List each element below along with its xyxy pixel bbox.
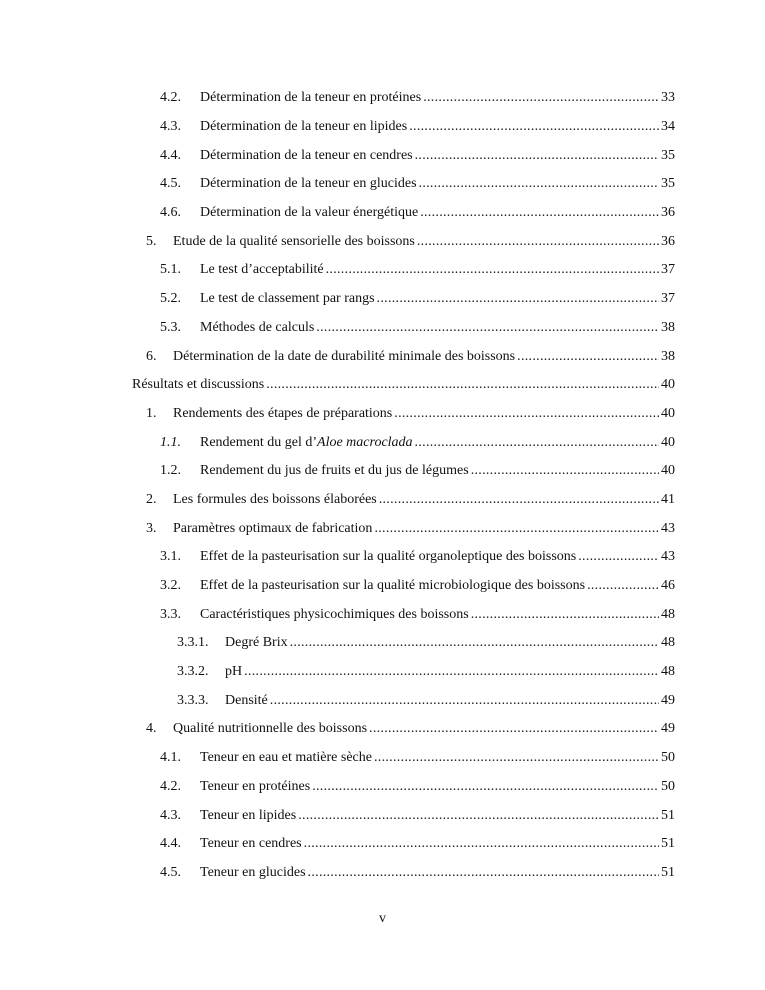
toc-leader-dots (244, 664, 659, 680)
toc-entry-number: 4.2. (160, 90, 181, 106)
toc-leader-dots (417, 234, 659, 250)
toc-entry-title: Détermination de la teneur en protéines (200, 90, 422, 106)
toc-entry-title: Les formules des boissons élaborées (173, 491, 377, 507)
toc-entry-number: 1.1. (160, 434, 181, 450)
toc-entry-number: 3.3.2. (177, 664, 209, 680)
toc-entry-page: 49 (661, 692, 675, 708)
toc-entry-number: 2. (146, 491, 157, 507)
toc-entry[interactable] (0, 84, 765, 113)
toc-entry-title: Degré Brix (225, 635, 288, 651)
toc-entry-number: 3.1. (160, 549, 181, 565)
toc-entry[interactable] (0, 342, 765, 371)
toc-entry-title: Détermination de la valeur énergétique (200, 205, 419, 221)
toc-entry-page: 40 (661, 377, 675, 393)
toc-leader-dots (471, 607, 659, 623)
toc-entry-page: 38 (661, 348, 675, 364)
toc-entry-page: 48 (661, 635, 675, 651)
toc-entry-page: 37 (661, 291, 675, 307)
toc-entry-number: 4.4. (160, 147, 181, 163)
toc-entry[interactable] (0, 543, 765, 572)
toc-leader-dots (369, 721, 659, 737)
toc-entry[interactable] (0, 600, 765, 629)
toc-leader-dots (374, 521, 659, 537)
toc-entry-number: 4.2. (160, 778, 181, 794)
toc-entry[interactable] (0, 715, 765, 744)
toc-leader-dots (409, 119, 659, 135)
toc-entry-number: 3.3. (160, 606, 181, 622)
toc-entry-number: 5.1. (160, 262, 181, 278)
toc-entry-title: pH (225, 664, 243, 680)
toc-entry-number: 6. (146, 348, 157, 364)
toc-entry[interactable] (0, 170, 765, 199)
toc-leader-dots (290, 635, 659, 651)
toc-leader-dots (423, 90, 659, 106)
table-of-contents (0, 84, 765, 887)
toc-entry-page: 46 (661, 578, 675, 594)
toc-entry-title: Paramètres optimaux de fabrication (173, 520, 373, 536)
toc-entry[interactable] (0, 141, 765, 170)
toc-entry[interactable] (0, 256, 765, 285)
toc-entry-page: 37 (661, 262, 675, 278)
toc-entry-title: Méthodes de calculs (200, 319, 315, 335)
toc-entry-page: 51 (661, 864, 675, 880)
toc-entry[interactable] (0, 572, 765, 601)
toc-entry-number: 3.3.3. (177, 692, 209, 708)
toc-entry-page: 51 (661, 807, 675, 823)
toc-entry[interactable] (0, 686, 765, 715)
toc-entry-page: 50 (661, 778, 675, 794)
toc-entry[interactable] (0, 113, 765, 142)
toc-leader-dots (316, 320, 659, 336)
toc-entry-page: 33 (661, 90, 675, 106)
toc-leader-dots (298, 808, 659, 824)
toc-entry-title: Détermination de la teneur en glucides (200, 176, 417, 192)
toc-entry[interactable] (0, 859, 765, 888)
toc-entry-title: Teneur en glucides (200, 864, 306, 880)
toc-entry-page: 35 (661, 147, 675, 163)
toc-entry-number: 5. (146, 233, 157, 249)
toc-entry[interactable] (0, 744, 765, 773)
toc-entry-number: 4.4. (160, 836, 181, 852)
toc-entry-page: 36 (661, 233, 675, 249)
toc-entry-page: 36 (661, 205, 675, 221)
toc-entry-page: 51 (661, 836, 675, 852)
toc-entry-page: 35 (661, 176, 675, 192)
toc-entry[interactable] (0, 629, 765, 658)
toc-leader-dots (517, 349, 659, 365)
toc-entry-title: Rendement du jus de fruits et du jus de légumes (200, 463, 469, 479)
toc-entry-page: 40 (661, 405, 675, 421)
toc-entry-title: Caractéristiques physicochimiques des boissons (200, 606, 469, 622)
toc-leader-dots (415, 148, 659, 164)
toc-entry-page: 38 (661, 319, 675, 335)
toc-entry-title: Qualité nutritionnelle des boissons (173, 721, 368, 737)
toc-entry-number: 1. (146, 405, 157, 421)
toc-entry[interactable] (0, 830, 765, 859)
toc-leader-dots (394, 406, 659, 422)
toc-entry-number: 4. (146, 721, 157, 737)
toc-leader-dots (471, 463, 659, 479)
toc-entry-title: Teneur en lipides (200, 807, 297, 823)
toc-entry-number: 1.2. (160, 463, 181, 479)
toc-entry-number: 3.2. (160, 578, 181, 594)
toc-leader-dots (374, 750, 659, 766)
toc-entry-number: 5.3. (160, 319, 181, 335)
toc-entry-page: 48 (661, 606, 675, 622)
toc-entry-page: 40 (661, 463, 675, 479)
toc-entry-number: 4.5. (160, 864, 181, 880)
toc-entry-page: 48 (661, 664, 675, 680)
toc-entry[interactable] (0, 773, 765, 802)
toc-leader-dots (419, 176, 659, 192)
toc-entry-title-species: Aloe macroclada (317, 434, 413, 450)
toc-entry-title: Teneur en protéines (200, 778, 311, 794)
toc-entry[interactable] (0, 199, 765, 228)
toc-entry-page: 49 (661, 721, 675, 737)
toc-entry[interactable] (0, 227, 765, 256)
toc-entry[interactable] (0, 457, 765, 486)
toc-entry-title: Effet de la pasteurisation sur la qualité organoleptique des boissons (200, 549, 577, 565)
toc-entry-page: 41 (661, 491, 675, 507)
toc-entry-title: Détermination de la teneur en lipides (200, 119, 408, 135)
toc-entry[interactable] (0, 514, 765, 543)
toc-chapter-entry[interactable] (0, 371, 765, 400)
toc-entry-number: 4.3. (160, 119, 181, 135)
toc-entry-title: Le test de classement par rangs (200, 291, 375, 307)
toc-entry[interactable] (0, 658, 765, 687)
toc-leader-dots (308, 865, 659, 881)
toc-leader-dots (266, 377, 659, 393)
toc-entry[interactable] (0, 428, 765, 457)
toc-leader-dots (379, 492, 659, 508)
toc-entry[interactable] (0, 285, 765, 314)
toc-entry-page: 43 (661, 549, 675, 565)
toc-entry-number: 5.2. (160, 291, 181, 307)
toc-entry-number: 4.1. (160, 750, 181, 766)
toc-entry-title: Densité (225, 692, 268, 708)
toc-entry-number: 4.6. (160, 205, 181, 221)
toc-entry-title: Le test d’acceptabilité (200, 262, 324, 278)
toc-entry-title: Effet de la pasteurisation sur la qualité microbiologique des boissons (200, 578, 586, 594)
toc-leader-dots (304, 836, 659, 852)
toc-entry-number: 4.5. (160, 176, 181, 192)
toc-entry-title: Rendements des étapes de préparations (173, 405, 393, 421)
toc-leader-dots (377, 291, 659, 307)
toc-entry-title: Résultats et discussions (132, 377, 265, 393)
toc-leader-dots (415, 435, 659, 451)
toc-entry-page: 40 (661, 434, 675, 450)
toc-entry-title: Teneur en cendres (200, 836, 302, 852)
toc-leader-dots (420, 205, 659, 221)
toc-leader-dots (578, 549, 659, 565)
toc-leader-dots (270, 693, 659, 709)
toc-entry-page: 43 (661, 520, 675, 536)
toc-entry-number: 4.3. (160, 807, 181, 823)
toc-leader-dots (326, 262, 659, 278)
toc-leader-dots (312, 779, 659, 795)
toc-entry-number: 3. (146, 520, 157, 536)
toc-entry-title: Etude de la qualité sensorielle des boissons (173, 233, 415, 249)
toc-entry-page: 50 (661, 750, 675, 766)
toc-entry[interactable] (0, 314, 765, 343)
toc-entry-page: 34 (661, 119, 675, 135)
toc-entry-title-prefix: Rendement du gel d’ (200, 434, 318, 450)
toc-entry-title: Teneur en eau et matière sèche (200, 750, 372, 766)
toc-entry-title: Détermination de la date de durabilité minimale des boissons (173, 348, 516, 364)
toc-entry-number: 3.3.1. (177, 635, 209, 651)
page-number: v (379, 911, 386, 926)
toc-entry-title (200, 435, 413, 451)
toc-entry[interactable] (0, 486, 765, 515)
toc-leader-dots (587, 578, 659, 594)
toc-entry[interactable] (0, 400, 765, 429)
toc-entry[interactable] (0, 801, 765, 830)
toc-entry-title: Détermination de la teneur en cendres (200, 147, 413, 163)
